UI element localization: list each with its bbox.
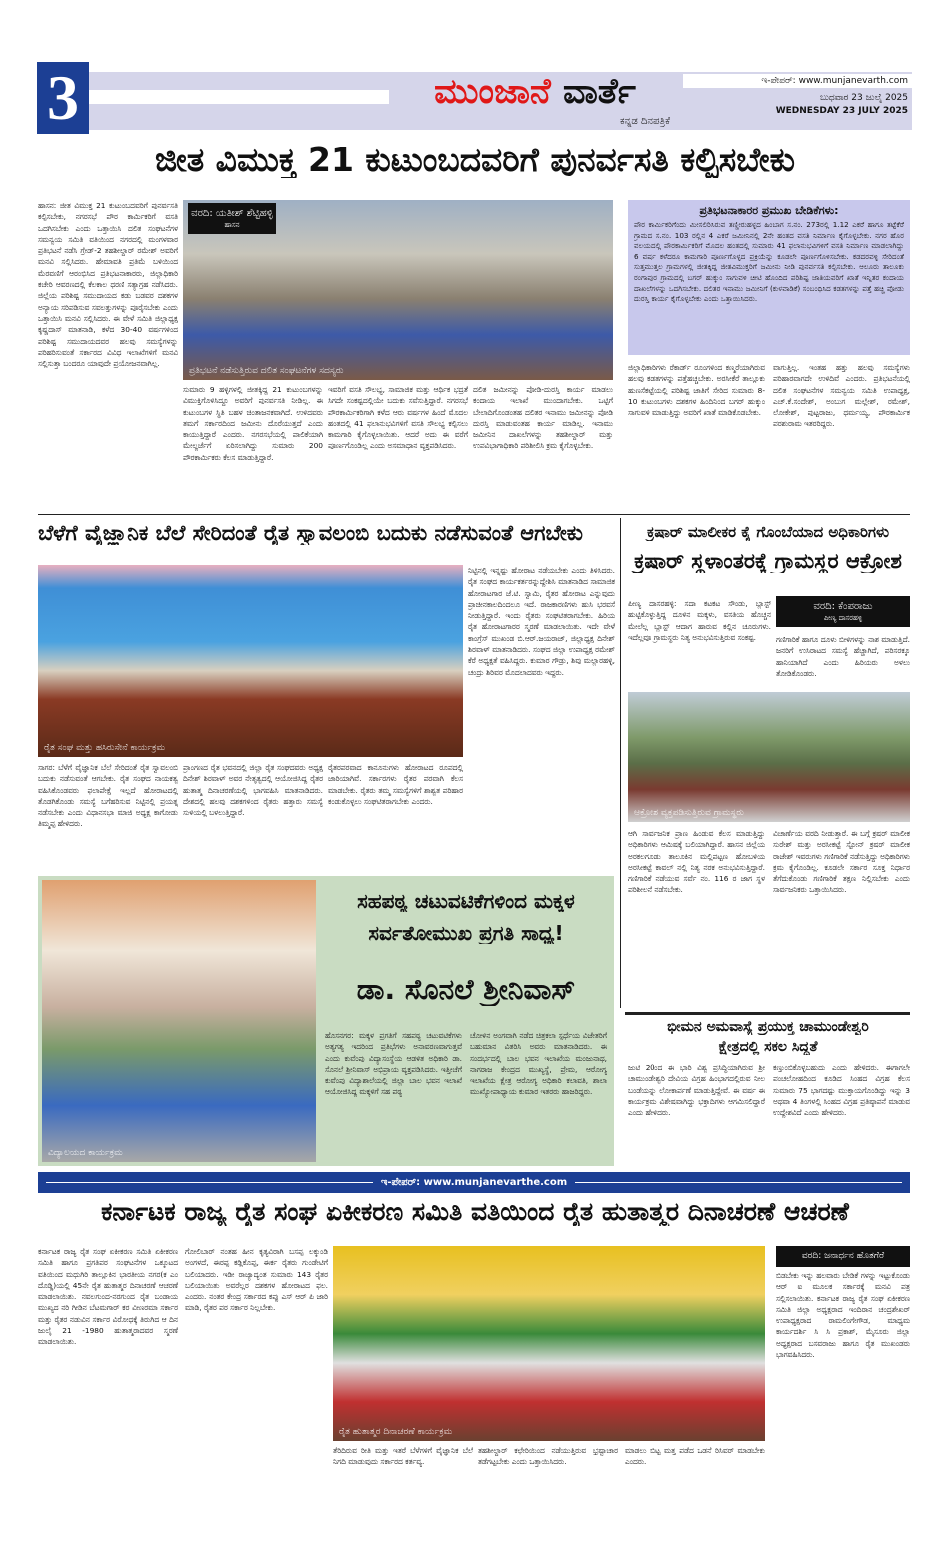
byline-name: ವರದಿ: ಯತೀಶ್ ಶೆಟ್ಟಿಹಳ್ಳಿ	[191, 208, 273, 219]
story4-headline-line2: ಸರ್ವತೋಮುಖ ಪ್ರಗತಿ ಸಾಧ್ಯ!	[368, 922, 564, 944]
divider	[625, 1012, 910, 1015]
story5-col1: ಜುಟಿ 20ಂದ ಈ ಭಾರಿ ವಿಶ್ವ ಪ್ರಸಿದ್ಧಿಯಾಗಿರುವ ಶ್ರೀ ಚಾಮುಂಡೇಶ್ವರಿ ದೇವಿಯ ವಿಗ್ರಹ ಹಿಂಭಾಗದಲ್ಲಿರುವ ನೀಲ ಬಂಡೆಯನ್ನು ಲೋಕಾರ್ಪಣೆ ಮಾಡುತ್ತಿದ್ದೇವೆ. ಈ ವರ್ಷ ಈ ಕಾರ್ಯಕ್ರಮ ವಿಶೇಷವಾಗಿದ್ದು ಭಕ್ತಾದಿಗಳು ಆಗಮಿಸಲಿದ್ದಾರೆ ಎಂದು ಹೇಳಿದರು.	[628, 1063, 765, 1118]
headline-story6: ಕರ್ನಾಟಕ ರಾಜ್ಯ ರೈತ ಸಂಘ ಏಕೀಕರಣ ಸಮಿತಿ ವತಿಯಿಂದ ರೈತ ಹುತಾತ್ಮರ ದಿನಾಚರಣೆ ಆಚರಣೆ	[101, 1198, 849, 1226]
photo-caption: ರೈತ ಹುತಾತ್ಮರ ದಿನಾಚರಣೆ ಕಾರ್ಯಕ್ರಮ	[339, 1427, 453, 1437]
divider	[38, 514, 910, 515]
epaper-link[interactable]: ಇ-ಪೇಪರ್: www.munjanevarth.com	[683, 74, 912, 88]
story5-col2: ಕಣ್ತುಂಬಿಕೊಳ್ಳಬಹುದು ಎಂದು ಹೇಳಿದರು. ಈಗಾಗಲೇ ಪಂಚಲೋಹದಿಂದ ಕೂಡಿದ ಸಿಂಹದ ವಿಗ್ರಹ ಕೆಲಸ ಸುಮಾರು 75 ಭಾಗದಷ್ಟು ಮುಕ್ತಾಯಗೊಂಡಿದ್ದು ಇನ್ನು 3 ಅಥವಾ 4 ತಿಂಗಳಲ್ಲಿ ಸಿಂಹದ ವಿಗ್ರಹ ಪ್ರತಿಷ್ಠಾಪನೆ ಮಾಡುವ ಉದ್ದೇಶವಿದೆ ಎಂದು ಹೇಳಿದರು.	[773, 1063, 910, 1118]
story2-col1: ನಿಟ್ಟಿನಲ್ಲಿ ಇನ್ನಷ್ಟು ಹೋರಾಟ ನಡೆಯಬೇಕು ಎಂದು ತಿಳಿಸಿದರು. ರೈತ ಸಂಘದ ಕಾರ್ಯಕರ್ತರನ್ನುದ್ದೇಶಿಸಿ ಮಾತನಾಡಿದ ಸಾಮಾಜಿಕ ಹೋರಾಟಗಾರ ಜೆ.ಟಿ. ಸ್ವಾಮಿ, ರೈತರ ಹೋರಾಟ ಎನ್ನುವುದು ಪ್ರಾಚೀನಕಾಲದಿಂದಲೂ ಇದೆ. ರಾಜಕಾರಣಿಗಳು ಹುಸಿ ಭರವಸೆ ನೀಡುತ್ತಿದ್ದಾರೆ. ಇಂದು ರೈತರು ಸಂಘಟಿತರಾಗಬೇಕು. ಹಿರಿಯ ರೈತ ಹೋರಾಟಗಾರರ ಸ್ಮರಣೆ ಮಾಡಲಾಯಿತು. ಇದೇ ವೇಳೆ ಕಾಂಗ್ರೆಸ್ ಮುಖಂಡ ಬಿ.ಆರ್.ಜಯರಾಜ್, ಜಿಲ್ಲಾಧ್ಯಕ್ಷ ದಿನೇಶ್ ಶಿರವಾಳ್ ಮಾತನಾಡಿದರು. ಸಂಘದ ಜಿಲ್ಲಾ ಉಪಾಧ್ಯಕ್ಷ ರಮೇಶ್ ಕೆರೆ ಅಧ್ಯಕ್ಷತೆ ವಹಿಸಿದ್ದರು. ಕುಮಾರ ಗೌಡ್ರು, ಶಿವು ಮಲ್ಲಾರಹಳ್ಳಿ, ಚಂದ್ರು ಶಿರಿವರ ಮೊದಲಾದವರು ಇದ್ದರು.	[468, 566, 615, 677]
story4-headline-line1: ಸಹಪಠ್ಯ ಚಟುವಟಿಕೆಗಳಿಂದ ಮಕ್ಕಳ	[357, 890, 575, 912]
logo-black: ವಾರ್ತೆ	[562, 72, 636, 112]
story2-photo	[38, 565, 463, 757]
story3-kicker: ಕ್ರಷಾರ್ ಮಾಲೀಕರ ಕೈ ಗೊಂಬೆಯಾದ ಅಧಿಕಾರಿಗಳು	[647, 524, 889, 541]
story6-col4: ತಹಶೀಲ್ದಾರ್ ಕಛೇರಿಯಿಂದ ನಡೆಯುತ್ತಿರುವ ಭ್ರಷ್ಟಾಚಾರ ತಡೆಗಟ್ಟಬೇಕು ಎಂದು ಒತ್ತಾಯಿಸಿದರು.	[478, 1446, 618, 1467]
headline-story2: ಬೆಳೆಗೆ ವೈಜ್ಞಾನಿಕ ಬೆಲೆ ಸೇರಿದಂತೆ ರೈತ ಸ್ವಾವಲಂಬಿ ಬದುಕು ನಡೆಸುವಂತೆ ಆಗಬೇಕು	[38, 522, 583, 545]
story5-headline-line1: ಭೀಮನ ಅಮವಾಸ್ಯೆ ಪ್ರಯುಕ್ತ ಚಾಮುಂಡೇಶ್ವರಿ	[667, 1020, 869, 1035]
logo-red: ಮುಂಜಾನೆ	[434, 72, 551, 112]
story6-byline: ವರದಿ: ಜನಾರ್ಧನ ಹೊತಗೆರೆ	[776, 1246, 910, 1267]
demands-text: ಪೌರ ಕಾರ್ಮಿಕರಿಗೆಂದು ಮೀಸಲಿರಿಸಿರುವ ತಣ್ಣೀರುಹಳ್ಳದ ಹಿಂಬಾಗ ಸ.ನಂ. 273ರಲ್ಲಿ 1.12 ಎಕರೆ ಹಾಗೂ ತಟ್ಟೆಕೆರೆ ಗ್ರಾಮದ ಸ.ನಂ. 103 ರಲ್ಲಿನ 4 ಎಕರೆ ಜಮೀನಿನಲ್ಲಿ 2ನೇ ಹಂತದ ವಸತಿ ನಿರ್ಮಾಣ ಕೈಗೊಳ್ಳಬೇಕು. ನಗರ ಹೊರ ವಲಯದಲ್ಲಿ ಪೌರಕಾರ್ಮಿಕರಿಗೆ ಮೊದಲ ಹಂತದಲ್ಲಿ ಸುಮಾರು 41 ಫಲಾನುಭವಿಗಳಿಗೆ ವಸತಿ ನಿರ್ಮಾಣ ಮಾಡಲಾಗಿದ್ದು 6 ವರ್ಷ ಕಳೆದರೂ ಕಾಮಗಾರಿ ಪೂರ್ಣಗೊಳ್ಳದ ಪ್ರಕ್ರಿಯೆನ್ನು ಕೂಡಲೇ ಪೂರ್ಣಗೊಳಿಸಬೇಕು. ಕಡದರವಳ್ಳಿ ಸೇರಿದಂತೆ ಸುತ್ತಮುತ್ತಲ ಗ್ರಾಮಗಳಲ್ಲಿ ಜೀತಕ್ಕಿದ್ದ ಜೀತವಿಮುಕ್ತರಿಗೆ ಜಮೀನು ನೀಡಿ ಪುನರ್ವಸತಿ ಕಲ್ಪಿಸಬೇಕು. ಆಲೂರು ತಾಲೂಕು ರಂಗಾಪುರ ಗ್ರಾಮದಲ್ಲಿ ಬಗರ್ ಹುಕ್ಕುಂ ಸಾಗುವಳಿ ಚೀಟಿ ಹೊಂದಿದ ಪರಿಶಿಷ್ಟ ಜಾತಿಯವರಿಗೆ ಖಾತೆ ಇನ್ನಿತರ ಕಂದಾಯ ದಾಖಲೆಗಳನ್ನು ಒದಗಿಸಬೇಕು. ದಲಿತರ ಇನಾಮು ಜಮೀನಿಗೆ (ಕುಳವಾಡಿಕೆ) ಸಂಬಂಧಿಸಿದ ಕಡತಗಳನ್ನು ಪತ್ತೆ ಹಚ್ಚಿ ಪೋಡು ದುರಸ್ತಿ ಕಾರ್ಯ ಕೈಗೊಳ್ಳಬೇಕು ಎಂದು ಒತ್ತಾಯಿಸಿದರು.	[634, 220, 904, 304]
byline-name: ವರದಿ: ಕೆಂಪರಾಜು	[813, 601, 873, 612]
date-english: WEDNESDAY 23 JULY 2025	[775, 106, 908, 116]
story6-col5: ಮಾಡಲು ಬಿಟ್ಟ ಮತ್ತ ಪಡೆದ ಒಡನೆ ರಿಸಿವರ್ ಮಾಡಬೇಕು ಎಂದರು.	[625, 1446, 765, 1467]
story4-col2: ಚೋಳಿನ ಅಂಗವಾಗಿ ನಡೆದ ಚಿತ್ರಕಲಾ ಸ್ಪರ್ಧೆಯ ವಿಜೇತರಿಗೆ ಬಹುಮಾನ ವಿತರಿಸಿ ಅವರು ಮಾತನಾಡಿದರು. ಈ ಸಂದರ್ಭದಲ್ಲಿ ಬಾಲ ಭವನ ಇಲಾಖೆಯ ಮಂಜುನಾಥ, ನಾಗರಾಜ ಕೇಂದ್ರದ ಮುಖ್ಯಸ್ಥೆ, ಪ್ರೇಮ, ಆರೋಗ್ಯ ಇಲಾಖೆಯ ಕ್ಷೇತ್ರ ಆರೋಗ್ಯ ಅಧಿಕಾರಿ ಕಲಾವತಿ, ಶಾಲಾ ಮುಖ್ಯೋಪಾಧ್ಯಾಯ ಕುಮಾರ ಇತರರು ಹಾಜರಿದ್ದರು.	[470, 1031, 607, 1097]
photo-caption: ರೈತ ಸಂಘ ಮತ್ತು ಹಸಿರುಸೇನೆ ಕಾರ್ಯಕ್ರಮ	[44, 743, 166, 753]
epaper-bar-link[interactable]: ಇ-ಪೇಪರ್: www.munjanevarthe.com	[380, 1177, 568, 1188]
story1-col2: ಸುಮಾರು 9 ಹಳ್ಳಿಗಳಲ್ಲಿ ಜೀತಕ್ಕಿದ್ದ 21 ಕುಟುಂಬಗಳನ್ನು ವಿಮುಕ್ತಿಗೊಳಿಸಿದ್ದೂ ಅವರಿಗೆ ಪುನರ್ವಸತಿ ನೀಡಿಲ್ಲ. ಈ ಕುಟುಂಬಗಳ ಸ್ಥಿತಿ ಬಹಳ ಚಿಂತಾಜನಕವಾಗಿದೆ. ಉಳಿದವರು ತಮಗೆ ಸರ್ಕಾರದಿಂದ ಜಮೀನು ದೊರೆಯುತ್ತದೆ ಎಂದು ಕಾಯುತ್ತಿದ್ದಾರೆ ಎಂದರು. ನಗರಸಭೆಯಲ್ಲಿ ಪಾಲಿಕೆಯಾಗಿ ಮೇಲ್ದರ್ಜೆಗೆ ಏರಿಸಲಾಗಿದ್ದು ಸುಮಾರು 200 ಪೌರಕಾರ್ಮಿಕರು ಕೆಲಸ ಮಾಡುತ್ತಿದ್ದಾರೆ.	[183, 385, 323, 462]
bar-line	[46, 1182, 373, 1183]
story3-col4: ವಿಚಾರ್ಣೆಯ ವರದಿ ನೀಡುತ್ತಾರೆ. ಈ ಬಗ್ಗೆ ಕ್ರಷರ್ ಮಾಲೀಕ ಸುರೇಶ್ ಮತ್ತು ಅರಸೀಕಟ್ಟೆ ಸ್ಟೋನ್ ಕ್ರಷರ್ ಮಾಲೀಕ ರಾಜೇಶ್ ಇವರುಗಳು ಗಣಿಗಾರಿಕೆ ನಡೆಸುತ್ತಿದ್ದು ಅಧಿಕಾರಿಗಳು ಕ್ರಮ ಕೈಗೊಂಡಿಲ್ಲ. ಕೂಡಲೇ ಸರ್ಕಾರ ಸೂಕ್ತ ನಿರ್ಧಾರ ತೆಗೆದುಕೊಂಡು ಗಣಿಗಾರಿಕೆ ತಕ್ಷಣ ನಿಲ್ಲಿಸಬೇಕು ಎಂದು ಸಾರ್ವಜನಿಕರು ಒತ್ತಾಯಿಸಿದರು.	[773, 829, 910, 895]
photo-caption: ಪ್ರತಿಭಟನೆ ನಡೆಸುತ್ತಿರುವ ದಲಿತ ಸಂಘಟನೆಗಳ ಸದಸ್ಯರು	[189, 366, 344, 376]
byline-place: ಹಾಸನ	[224, 221, 240, 229]
story3-byline	[776, 596, 910, 627]
page-number: 3	[37, 62, 89, 134]
story2-col3: ಪ್ರಾಂಗಣದ ರೈತ ಭವನದಲ್ಲಿ ಜಿಲ್ಲಾ ರೈತ ಸಂಘದವರು ಅಧ್ಯಕ್ಷ ದಿನೇಶ್ ಶಿರವಾಳ್ ಅವರ ನೇತೃತ್ವದಲ್ಲಿ ಆಯೋಜಿಸಿದ್ದ ರೈತರ ಹುತಾತ್ಮ ದಿನಾಚರಣೆಯಲ್ಲಿ ಭಾಗವಹಿಸಿ ಮಾತನಾಡಿದರು. ದೇಶದಲ್ಲಿ ಹಲವು ದಶಕಗಳಿಂದ ರೈತರು ಹತ್ತಾರು ಸಮಸ್ಯೆ ಸುಳಿಯಲ್ಲಿ ಬಳಲುತ್ತಿದ್ದಾರೆ.	[183, 763, 323, 818]
epaper-bar	[38, 1172, 910, 1193]
story3-col3: ಆಗಿ ಸಾರ್ವಜನಿಕ ಪ್ರಾಣ ಹಿಂಡುವ ಕೆಲಸ ಮಾಡುತ್ತಿದ್ದು ಅಧಿಕಾರಿಗಳು ಆಮಿಷಕ್ಕೆ ಬಲಿಯಾಗಿದ್ದಾರೆ. ಹಾಸನ ಜಿಲ್ಲೆಯ ಅರಕಲಗೂಡು ತಾಲೂಕಿನ ಮಲ್ಲಿಪಟ್ಟಣ ಹೋಬಳಿಯ ಅರಸೀಕಟ್ಟೆ ಕಾವಲ್ ನಲ್ಲಿ ನಿತ್ಯ ನರಕ ಅನುಭವಿಸುತ್ತಿದ್ದಾರೆ. ಗಣಿಗಾರಿಕೆ ನಡೆಯುವ ಸರ್ವೆ ನಂ. 116 ರ ಜಾಗ ಸ್ಥಳ ಪರಿಶೀಲನೆ ನಡೆಸಬೇಕು.	[628, 829, 765, 895]
story1-col4: ದಲಿತ ಜಮೀನನ್ನು ಪೋಡಿ-ದುರಸ್ತಿ ಕಾರ್ಯ ಮಾಡಲು ಕಂದಾಯ ಇಲಾಖೆ ಮುಂದಾಗಬೇಕು. ಒಟ್ಟಿಗೆ ಬೇಲಾದಿಗೊಂಡಂತಹ ದಲಿತರ ಇನಾಮು ಜಮೀನನ್ನು ಪೋಡಿ ದುರಸ್ತಿ ಮಾಡುವಂತಹ ಕಾರ್ಯ ಮಾಡಿಲ್ಲ. ಇನಾಮು ಜಮೀನಿನ ದಾಖಲೆಗಳನ್ನು ತಹಶೀಲ್ದಾರ್ ಮತ್ತು ಉಪವಿಭಾಗಾಧಿಕಾರಿ ಪರಿಶೀಲಿಸಿ ಕ್ರಮ ಕೈಗೊಳ್ಳಬೇಕು.	[473, 385, 613, 451]
newspaper-logo	[395, 72, 675, 114]
story4-col1: ಹೊಸನಗರ: ಮಕ್ಕಳ ಪ್ರಗತಿಗೆ ಸಹಪಠ್ಯ ಚಟುವಟಿಕೆಗಳು ಅತ್ಯಗತ್ಯ ಇದರಿಂದ ಪ್ರತಿಭೆಗಳು ಅನಾವರಣವಾಗುತ್ತವೆ ಎಂದು ಕುವೆಂಪು ವಿದ್ಯಾಸಂಸ್ಥೆಯ ಆಡಳಿತ ಅಧಿಕಾರಿ ಡಾ. ಸೊನಲೆ ಶ್ರೀನಿವಾಸ್ ಅಭಿಪ್ರಾಯ ವ್ಯಕ್ತಪಡಿಸಿದರು. ಇತ್ತೀಚೆಗೆ ಕುವೆಂಪು ವಿದ್ಯಾಶಾಲೆಯಲ್ಲಿ ಜಿಲ್ಲಾ ಬಾಲ ಭವನ ಇಲಾಖೆ ಆಯೋಜಿಸಿದ್ದ ಮಕ್ಕಳಿಗೆ ಸಹ ಪಠ್ಯ	[325, 1031, 462, 1097]
byline-place: ಪೀಣ್ಯ ದಾಸರಹಳ್ಳಿ	[823, 614, 863, 622]
photo-caption: ಆಕ್ರೋಶ ವ್ಯಕ್ತಪಡಿಸುತ್ತಿರುವ ಗ್ರಾಮಸ್ಥರು	[634, 808, 744, 818]
story6-col6: ಬಿಡಬೇಕು ಇನ್ನು ಹಲವಾರು ಬೇಡಿಕೆ ಗಳನ್ನು ಇಟ್ಟುಕೊಂಡು ಆರ್ ಐ ಮೂಲಕ ಸರ್ಕಾರಕ್ಕೆ ಮನವಿ ಪತ್ರ ಸಲ್ಲಿಸಲಾಯಿತು. ಕರ್ನಾಟಕ ರಾಜ್ಯ ರೈತ ಸಂಘ ಏಕೀಕರಣ ಸಮಿತಿ ಜಿಲ್ಲಾ ಅಧ್ಯಕ್ಷರಾದ ಇಂದಿರಾನ ಚಂದ್ರಶೇಖರ್ ಉಪಾಧ್ಯಕ್ಷರಾದ ರಾಮಲಿಂಗೇಗೌಡ, ಮಾಧ್ಯಮ ಕಾರ್ಯದರ್ಶಿ ಸಿ ಸಿ ಪ್ರಕಾಶ್, ಮೈಸೂರು ಜಿಲ್ಲಾ ಅಧ್ಯಕ್ಷರಾದ ಬಸವರಾಜು ಹಾಗೂ ರೈತ ಮುಖಂಡರು ಭಾಗವಹಿಸಿದರು.	[776, 1271, 910, 1360]
story3-col2: ಗಣಿಗಾರಿಕೆ ಹಾಗೂ ದೂಳು ಬೀಳಿಗಳನ್ನು ನಾಶ ಮಾಡುತ್ತಿದೆ. ಜನರಿಗೆ ಉಸಿರಾಟದ ಸಮಸ್ಯೆ ಹೆಚ್ಚಾಗಿದೆ, ಪರಿಸರಕ್ಕೂ ಹಾನಿಯಾಗಿದೆ ಎಂದು ಹಿರಿಯರು ಅಳಲು ತೋಡಿಕೊಂಡರು.	[776, 635, 910, 678]
bar-line	[575, 1182, 902, 1183]
masthead-strip	[89, 90, 389, 104]
story6-col3: ತೆರಿದಿರುವ ರೀತಿ ಮತ್ತು ಇತರೆ ಬೆಳೆಗಳಿಗೆ ವೈಜ್ಞಾನಿಕ ಬೆಲೆ ನಿಗದಿ ಮಾಡುವುದು ಸರ್ಕಾರದ ಕರ್ತವ್ಯ.	[333, 1446, 473, 1467]
date-kannada: ಬುಧವಾರ 23 ಜುಲೈ 2025	[819, 93, 908, 103]
story6-col2: ಗೋಲಿಬಾರ್ ನಂತಹ ಹೀನ ಕೃತ್ಯವಿರಾಗಿ ಬಸಪ್ಪ ಲಕ್ಕುಂಡಿ ಅಂಗಳದೆ, ಈರಪ್ಪ ಕಡ್ಲಿಕೊಪ್ಪ, ಈರ್ಕ ರೈತರು ಗುಂಡೇಟಿಗೆ ಬಲಿಯಾದರು. ಇಡೀ ರಾಜ್ಯಾದ್ಯಂತ ಸುಮಾರು 143 ರೈತರ ಬಲಿಯಾಯಿತು ಅವರೆಲ್ಲರ ದಶಕಗಳ ಹೋರಾಟದ ಫಲ. ಎಂದರು. ನಂತರ ಕೇಂದ್ರ ಸರ್ಕಾರದ ಕಪ್ಪು ಎಸ್ ಆರ್ ಪಿ ಜಾರಿ ಮಾಡಿ, ರೈತರ ಪರ ಸರ್ಕಾರ ನಿಲ್ಲಬೇಕು.	[185, 1247, 328, 1313]
headline-story1: ಜೀತ ವಿಮುಕ್ತ 21 ಕುಟುಂಬದವರಿಗೆ ಪುನರ್ವಸತಿ ಕಲ್ಪಿಸಬೇಕು	[155, 142, 795, 179]
column-divider	[620, 518, 621, 1008]
tagline: ಕನ್ನಡ ದಿನಪತ್ರಿಕೆ	[619, 116, 670, 127]
story3-col1: ಪೀಣ್ಯ ದಾಸರಹಳ್ಳಿ: ಸದಾ ಕಟಕಟ ಸೌಂಡು, ಬ್ಲಾಸ್ಟ್ ಹುಟ್ಟಿಕೊಳ್ಳುತ್ತಿದ್ದ ದೂಳಿನ ಮಕ್ಕಳು, ವಸತಿಯ ಹೊಚ್ಚನ ಮೇಲೆಲ್ಲ ಬ್ಲಾಸ್ಟ್ ಆದಾಗ ಹಾರುವ ಕಲ್ಲಿನ ಚೂರುಗಳು. ಇದೆಲ್ಲವೂ ಗ್ರಾಮಸ್ಥರು ನಿತ್ಯ ಅನುಭವಿಸುತ್ತಿರುವ ಸಂಕಷ್ಟ.	[628, 599, 771, 642]
story1-col1: ಹಾಸನ: ಜೀತ ವಿಮುಕ್ತ 21 ಕುಟುಂಬದವರಿಗೆ ಪುನರ್ವಸತಿ ಕಲ್ಪಿಸಬೇಕು, ನಗರಸಭೆ ಪೌರ ಕಾರ್ಮಿಕರಿಗೆ ವಸತಿ ಒದಗಿಸಬೇಕು ಎಂದು ಒತ್ತಾಯಿಸಿ ದಲಿತ ಸಂಘಟನೆಗಳ ಸಮನ್ವಯ ಸಮಿತಿ ವತಿಯಿಂದ ನಗರದಲ್ಲಿ ಮಂಗಳವಾರ ಪ್ರತಿಭಟನೆ ನಡೆಸಿ ಗ್ರೇಡ್-2 ತಹಶೀಲ್ದಾರ್ ರಮೇಶ್ ಅವರಿಗೆ ಮನವಿ ಸಲ್ಲಿಸಿದರು. ಹೇಮಾವತಿ ಪ್ರತಿಮೆ ಬಳಿಯಿಂದ ಮೆರವಣಿಗೆ ಆರಂಭಿಸಿದ ಪ್ರತಿಭಟನಾಕಾರರು, ಜಿಲ್ಲಾಧಿಕಾರಿ ಕಚೇರಿ ಆವರಣದಲ್ಲಿ ಕೆಲಕಾಲ ಧರಣಿ ಸತ್ಯಾಗ್ರಹ ನಡೆಸಿದರು. ಜಿಲ್ಲೆಯ ಪರಿಶಿಷ್ಟ ಸಮುದಾಯದ ಕಡು ಬಡವರ ದಶಕಗಳ ಅನ್ಯಾಯ ಸರಿಪಡಿಸುವ ಸವಲತ್ತುಗಳನ್ನು ಪೂರೈಸಬೇಕು ಎಂದು ಒತ್ತಾಯಿಸಿ ಮನವಿ ಸಲ್ಲಿಸಿದರು. ಈ ವೇಳೆ ಸಮಿತಿ ಜಿಲ್ಲಾಧ್ಯಕ್ಷ ಕೃಷ್ಣದಾಸ್ ಮಾತನಾಡಿ, ಕಳೆದ 30-40 ವರ್ಷಗಳಿಂದ ಪರಿಶಿಷ್ಟ ಸಮುದಾಯದವರ ಹಲವು ಸಮಸ್ಯೆಗಳನ್ನು ಪರಿಹರಿಸುವಂತೆ ಸರ್ಕಾರದ ವಿವಿಧ ಇಲಾಖೆಗಳಿಗೆ ಮನವಿ ಸಲ್ಲಿಸುತ್ತಾ ಬಂದರೂ ಯಾವುದೇ ಪ್ರಯೋಜನವಾಗಿಲ್ಲ.	[38, 201, 178, 369]
story1-byline	[188, 203, 276, 234]
story1-col5: ಜಿಲ್ಲಾಧಿಕಾರಿಗಳು ರೆಕಾರ್ಡ್ ರೂಂಗಳಿಂದ ಕಣ್ಮರೆಯಾಗಿರುವ ಹಲವು ಕಡತಗಳನ್ನು ಪತ್ತೆಹಚ್ಚಬೇಕು. ಅರಸೀಕೆರೆ ತಾಲ್ಲೂಕು ಹುಣಸೆಕಟ್ಟೆಯಲ್ಲಿ ಪರಿಶಿಷ್ಟ ಜಾತಿಗೆ ಸೇರಿದ ಸುಮಾರು 8-10 ಕುಟುಂಬಗಳು ದಶಕಗಳ ಹಿಂದಿನಿಂದ ಬಗರ್ ಹುಕ್ಕುಂ ಸಾಗುವಳಿ ಮಾಡುತ್ತಿದ್ದು ಅವರಿಗೆ ಖಾತೆ ಮಾಡಿಕೊಡಬೇಕು.	[628, 363, 765, 418]
demands-title: ಪ್ರತಿಭಟನಾಕಾರರ ಪ್ರಮುಖ ಬೇಡಿಕೆಗಳು:	[699, 204, 839, 217]
story1-col3: ಇವರಿಗೆ ವಸತಿ ಸೌಲಭ್ಯ, ಸಾಮಾಜಿಕ ಮತ್ತು ಆರ್ಥಿಕ ಭದ್ರತೆ ಸಿಗದೇ ಸಂಕಷ್ಟದಲ್ಲಿಯೇ ಬದುಕು ಸವೆಸುತ್ತಿದ್ದಾರೆ. ನಗರಸಭೆ ಪೌರಕಾರ್ಮಿಕರಿಗಾಗಿ ಕಳೆದ ಆರು ವರ್ಷಗಳ ಹಿಂದೆ ಮೊದಲ ಹಂತದಲ್ಲಿ 41 ಫಲಾನುಭವಿಗಳಿಗೆ ವಸತಿ ಸೌಲಭ್ಯ ಕಲ್ಪಿಸಲು ಕಾಮಗಾರಿ ಕೈಗೊಳ್ಳಲಾಯಿತು. ಆದರೆ ಅದು ಈ ವರೆಗೆ ಪೂರ್ಣಗೊಂಡಿಲ್ಲ ಎಂದು ಅಸಮಾಧಾನ ವ್ಯಕ್ತಪಡಿಸಿದರು.	[328, 385, 468, 451]
story1-col6: ವಾಗುತ್ತಿಲ್ಲ. ಇಂತಹ ಹತ್ತು ಹಲವು ಸಮಸ್ಯೆಗಳು ಪರಿಹಾರವಾಗದೇ ಉಳಿದಿವೆ ಎಂದರು. ಪ್ರತಿಭಟನೆಯಲ್ಲಿ ದಲಿತ ಸಂಘಟನೆಗಳ ಸಮನ್ವಯ ಸಮಿತಿ ಉಪಾಧ್ಯಕ್ಷ, ಎಚ್.ಕೆ.ಸಂದೇಶ್, ಅಂಬುಗ ಮಲ್ಲೇಶ್, ರಮೇಶ್, ಲೋಕೇಶ್, ಪುಟ್ಟರಾಜು, ಧರ್ಮಯ್ಯ, ಪೌರಕಾರ್ಮಿಕ ಪರಶುರಾಮ ಇತರರಿದ್ದರು.	[773, 363, 910, 429]
story4-photo	[42, 880, 316, 1162]
story4-headline-name: ಡಾ. ಸೊನಲೆ ಶ್ರೀನಿವಾಸ್	[356, 975, 576, 1006]
story6-col1: ಕರ್ನಾಟಕ ರಾಜ್ಯ ರೈತ ಸಂಘ ಏಕೀಕರಣ ಸಮಿತಿ ಏಕೀಕರಣ ಸಮಿತಿ ಹಾಗೂ ಪ್ರಗತಿಪರ ಸಂಘಟನೆಗಳ ಒಕ್ಕೂಟದ ವತಿಯಿಂದ ಮಧುಗಿರಿ ತಾಲ್ಲೂಕಿನ ಭಾರತೀಯ ನಗರ(ಕ ಎಂ ದೊಡ್ಡಿ)ಯಲ್ಲಿ 45ನೇ ರೈತ ಹುತಾತ್ಮರ ದಿನಾಚರಣೆ ಆಚರಣೆ ಮಾಡಲಾಯಿತು. ನವಲಗುಂದ-ನರಗುಂದ ರೈತ ಬಂಡಾಯ ಮುಖ್ಯದ ನರಿ ಗೀಡಿನ ಬೆಟಮಗಾರ್ ಕರ ವೀಣರಮಾ ಸರ್ಕಾರ ಮತ್ತು ರೈತರ ನಡುವಿನ ಸರ್ಕಾರ ವಿರೋಧಕ್ಕೆ ತಿರುಗಿದ ಆ ದಿನ ಜುಲೈ 21 -1980 ಹುತಾತ್ಮರಾದವರ ಸ್ಮರಣೆ ಮಾಡಲಾಯಿತು.	[38, 1247, 178, 1347]
story3-photo	[628, 692, 910, 822]
photo-caption: ವಿದ್ಯಾಲಯದ ಕಾರ್ಯಕ್ರಮ	[48, 1148, 123, 1158]
story2-col4: ರೈತರಪರವಾದ ಕಾನೂನುಗಳು ಹೋರಾಟದ ರೂಪದಲ್ಲಿ ಜಾರಿಯಾಗಿವೆ. ಸರ್ಕಾರಗಳು ರೈತರ ಪರವಾಗಿ ಕೆಲಸ ಮಾಡಬೇಕು. ರೈತರು ತಮ್ಮ ಸಮಸ್ಯೆಗಳಿಗೆ ಶಾಶ್ವತ ಪರಿಹಾರ ಕಂಡುಕೊಳ್ಳಲು ಸಂಘಟಿತರಾಗಬೇಕು ಎಂದರು.	[328, 763, 463, 806]
story6-photo	[333, 1246, 765, 1441]
story2-col2: ಸಾಗರ: ಬೆಳೆಗೆ ವೈಜ್ಞಾನಿಕ ಬೆಲೆ ಸೇರಿದಂತೆ ರೈತ ಸ್ವಾವಲಂಬಿ ಬದುಕು ನಡೆಸುವಂತೆ ಆಗಬೇಕು. ರೈತ ಸಂಘದ ನಾಯಕತ್ವ ವಹಿಸಿಕೊಂಡವರು ಫಲಾಪೇಕ್ಷೆ ಇಲ್ಲದೆ ಹೋರಾಟದಲ್ಲಿ ತೊಡಗಿಕೊಂಡು ಸಮಸ್ಯೆ ಬಗೆಹರಿಸುವ ನಿಟ್ಟಿನಲ್ಲಿ ಪ್ರಯತ್ನ ನಡೆಸಬೇಕು ಎಂದು ವಿಧಾನಸಭಾ ಮಾಜಿ ಅಧ್ಯಕ್ಷ ಕಾಗೋಡು ತಿಮ್ಮಪ್ಪ ಹೇಳಿದರು.	[38, 763, 178, 829]
demands-box	[628, 200, 910, 355]
story5-headline-line2: ಕ್ಷೇತ್ರದಲ್ಲಿ ಸಕಲ ಸಿದ್ಧತೆ	[718, 1040, 818, 1055]
headline-story3: ಕ್ರಷಾರ್ ಸ್ಥಳಾಂತರಕ್ಕೆ ಗ್ರಾಮಸ್ಥರ ಆಕ್ರೋಶ	[634, 550, 902, 573]
